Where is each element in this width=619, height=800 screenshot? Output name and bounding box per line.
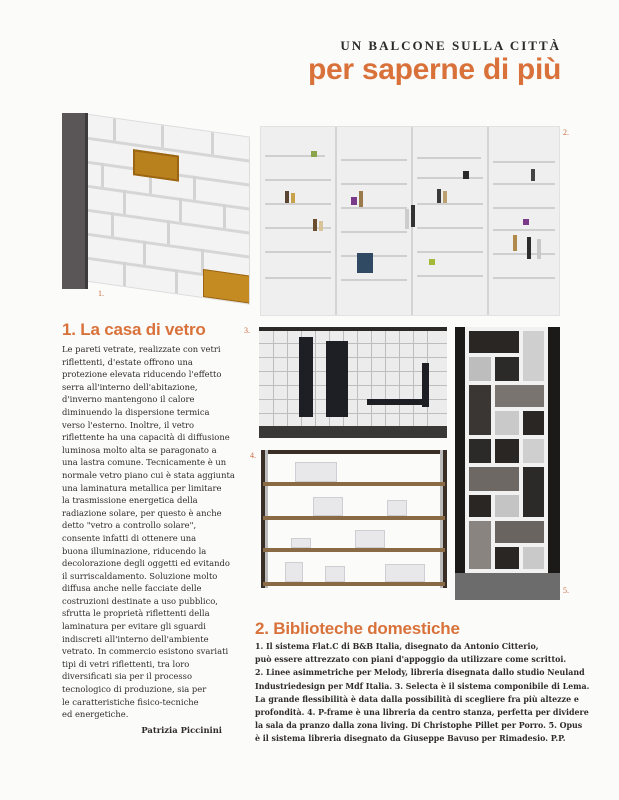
illustration-detail bbox=[359, 191, 363, 207]
illustration-detail bbox=[523, 439, 544, 463]
illustration-detail bbox=[265, 277, 331, 279]
illustration-detail bbox=[493, 253, 555, 255]
figure-number: 5. bbox=[563, 586, 569, 595]
illustration-detail bbox=[313, 497, 343, 516]
text-line: laminatura per evitare gli sguardi bbox=[62, 621, 206, 632]
illustration-detail bbox=[405, 209, 409, 229]
illustration-detail bbox=[111, 212, 114, 236]
figure-4-pframe-bookcase bbox=[261, 450, 447, 588]
text-line: 2. Linee asimmetriche per Melody, libreria disegnata dallo studio Neuland bbox=[255, 668, 585, 678]
text-line: verso l'esterno. Inoltre, il vetro bbox=[62, 419, 195, 430]
text-line: riflettente ha una capacità di diffusione bbox=[62, 432, 230, 443]
illustration-detail bbox=[295, 462, 337, 482]
illustration-detail bbox=[495, 547, 519, 569]
illustration-detail bbox=[285, 562, 303, 582]
illustration-detail bbox=[493, 183, 555, 185]
illustration-detail bbox=[259, 426, 447, 438]
illustration-detail bbox=[371, 331, 372, 427]
text-line: la sala da pranzo dalla zona living. Di Christophe Pillet per Porro. 5. Opus bbox=[255, 721, 583, 731]
illustration-detail bbox=[311, 151, 317, 157]
illustration-detail bbox=[123, 190, 126, 214]
illustration-detail bbox=[537, 239, 541, 259]
text-line: il surriscaldamento. Soluzione molto bbox=[62, 570, 218, 581]
text-line: Le pareti vetrate, realizzate con vetri bbox=[62, 344, 221, 354]
section-kicker: UN BALCONE SULLA CITTÀ bbox=[340, 38, 561, 53]
text-line: Industriedesign per Mdf Italia. 3. Selecta è il sistema componibile di Lema. bbox=[255, 681, 590, 691]
illustration-detail bbox=[291, 193, 295, 203]
illustration-detail bbox=[161, 125, 164, 147]
illustration-detail bbox=[285, 191, 289, 203]
text-line: buona illuminazione, riducendo la bbox=[62, 545, 207, 556]
illustration-detail bbox=[263, 516, 445, 520]
dark-panel bbox=[299, 337, 313, 417]
illustration-detail bbox=[223, 204, 226, 228]
illustration-detail bbox=[531, 169, 535, 181]
illustration-detail bbox=[527, 237, 531, 259]
dark-panel bbox=[326, 341, 348, 417]
text-line: normale vetro piano cui è stata aggiunta bbox=[62, 469, 235, 480]
text-line: diversificati sia per il processo bbox=[62, 671, 193, 682]
illustration-detail bbox=[357, 331, 358, 427]
illustration-detail bbox=[523, 331, 544, 381]
figure-number: 4. bbox=[250, 451, 256, 460]
text-line: tecnologico di produzione, sia per bbox=[62, 684, 207, 695]
illustration-detail bbox=[469, 495, 491, 517]
dark-bench bbox=[367, 399, 427, 405]
text-line: luminosa molto alta se paragonato a bbox=[62, 444, 217, 455]
illustration-detail bbox=[513, 235, 517, 251]
illustration-detail bbox=[263, 482, 445, 486]
figure-number: 1. bbox=[98, 289, 104, 298]
bookcase-body bbox=[82, 113, 250, 305]
orange-box bbox=[133, 149, 179, 181]
text-line: radiazione solare, per questo è anche bbox=[62, 507, 222, 518]
bookcase-body bbox=[465, 327, 548, 573]
text-line: consente infatti di ottenere una bbox=[62, 532, 197, 543]
illustration-detail bbox=[175, 269, 178, 295]
text-line: sfrutta le proprietà riflettenti della bbox=[62, 608, 210, 619]
illustration-detail bbox=[263, 582, 445, 586]
text-line: decolorazione degli oggetti ed evitando bbox=[62, 558, 230, 569]
text-line: vetrato. In commercio esistono svariati bbox=[62, 646, 229, 657]
illustration-detail bbox=[291, 538, 311, 548]
illustration-detail bbox=[335, 127, 337, 315]
text-line: indiscreti all'interno dell'ambiente bbox=[62, 633, 209, 644]
text-line: ed energetiche. bbox=[62, 709, 129, 720]
illustration-detail bbox=[341, 279, 407, 281]
author-byline: Patrizia Piccinini bbox=[141, 725, 222, 735]
text-line: profondità. 4. P-frame è una libreria da centro stanza, perfetta per dividere bbox=[255, 708, 589, 718]
text-line: protezione elevata riducendo l'effetto bbox=[62, 369, 222, 380]
illustration-detail bbox=[265, 179, 331, 181]
text-line: una lastra comune. Tecnicamente è un bbox=[62, 457, 227, 468]
figure-number: 2. bbox=[563, 128, 569, 137]
illustration-detail bbox=[417, 203, 483, 205]
illustration-detail bbox=[193, 176, 196, 200]
illustration-detail bbox=[315, 331, 316, 427]
text-line: è il sistema libreria disegnato da Giuseppe Bavuso per Rimadesio. P.P. bbox=[255, 734, 566, 744]
illustration-detail bbox=[123, 262, 126, 288]
illustration-detail bbox=[493, 277, 555, 279]
illustration-detail bbox=[523, 467, 544, 517]
illustration-detail bbox=[143, 241, 146, 265]
illustration-detail bbox=[493, 161, 555, 163]
article-body bbox=[255, 640, 590, 746]
illustration-detail bbox=[341, 207, 407, 209]
text-line: le caratteristiche fisico-tecniche bbox=[62, 696, 199, 707]
illustration-detail bbox=[113, 118, 116, 140]
text-line: tipi di vetri riflettenti, tra loro bbox=[62, 658, 190, 669]
illustration-detail bbox=[341, 159, 407, 161]
figure-5-opus-bookcase bbox=[455, 327, 560, 600]
illustration-detail bbox=[417, 157, 481, 159]
illustration-detail bbox=[469, 357, 491, 381]
illustration-detail bbox=[495, 357, 519, 381]
illustration-detail bbox=[463, 171, 469, 179]
figure-1-flatc-bookcase bbox=[62, 103, 258, 298]
article-body bbox=[62, 343, 242, 721]
illustration-detail bbox=[487, 127, 489, 315]
illustration-detail bbox=[413, 331, 414, 427]
illustration-detail bbox=[211, 132, 214, 154]
illustration-detail bbox=[495, 439, 519, 463]
illustration-detail bbox=[417, 177, 483, 179]
illustration-detail bbox=[495, 495, 519, 517]
bookcase-grid bbox=[259, 331, 447, 427]
illustration-detail bbox=[287, 331, 288, 427]
illustration-detail bbox=[341, 255, 407, 257]
text-line: costruzioni destinate a uso pubblico, bbox=[62, 595, 218, 606]
illustration-detail bbox=[273, 331, 274, 427]
orange-drawer bbox=[203, 269, 250, 304]
illustration-detail bbox=[101, 163, 104, 187]
illustration-detail bbox=[523, 411, 544, 435]
illustration-detail bbox=[167, 220, 170, 244]
illustration-detail bbox=[179, 198, 182, 222]
illustration-detail bbox=[437, 189, 441, 203]
illustration-detail bbox=[429, 259, 435, 265]
figure-2-melody-bookcase bbox=[260, 126, 560, 316]
illustration-detail bbox=[319, 221, 323, 231]
illustration-detail bbox=[313, 219, 317, 231]
illustration-detail bbox=[523, 547, 544, 569]
bookcase-side-panel bbox=[62, 113, 88, 289]
illustration-detail bbox=[385, 331, 386, 427]
dark-panel bbox=[422, 363, 429, 407]
illustration-detail bbox=[357, 253, 373, 273]
illustration-detail bbox=[341, 231, 407, 233]
text-line: diminuendo la dispersione termica bbox=[62, 406, 210, 417]
text-line: 1. Il sistema Flat.C di B&B Italia, disegnato da Antonio Citterio, bbox=[255, 642, 539, 651]
illustration-detail bbox=[493, 207, 555, 209]
illustration-detail bbox=[469, 439, 491, 463]
illustration-detail bbox=[351, 197, 357, 205]
page-title: per saperne di più bbox=[308, 53, 561, 86]
illustration-detail bbox=[493, 229, 555, 231]
illustration-detail bbox=[469, 331, 519, 353]
illustration-detail bbox=[265, 203, 331, 205]
illustration-detail bbox=[411, 205, 415, 227]
figure-3-selecta-bookcase bbox=[259, 327, 447, 438]
text-line: detto "vetro a controllo solare", bbox=[62, 520, 197, 531]
illustration-detail bbox=[417, 275, 483, 277]
article-heading: 1. La casa di vetro bbox=[62, 320, 206, 339]
illustration-detail bbox=[469, 385, 491, 435]
illustration-detail bbox=[355, 530, 385, 548]
illustration-detail bbox=[83, 232, 249, 258]
illustration-detail bbox=[417, 251, 483, 253]
text-line: la trasmissione energetica della bbox=[62, 495, 198, 506]
text-line: diffusa anche nelle facciate delle bbox=[62, 583, 202, 594]
illustration-detail bbox=[495, 521, 544, 543]
illustration-detail bbox=[469, 521, 491, 569]
article-heading: 2. Biblioteche domestiche bbox=[255, 619, 460, 638]
illustration-detail bbox=[417, 227, 483, 229]
text-line: una laminatura metallica per limitare bbox=[62, 482, 222, 493]
illustration-detail bbox=[455, 573, 560, 600]
text-line: può essere attrezzato con piani d'appoggio da utilizzare come scrittoi. bbox=[255, 655, 567, 665]
figure-number: 3. bbox=[244, 326, 250, 335]
illustration-detail bbox=[469, 467, 519, 491]
illustration-detail bbox=[325, 566, 345, 582]
illustration-detail bbox=[495, 385, 544, 407]
illustration-detail bbox=[495, 411, 519, 435]
text-line: d'inverno mantengono il calore bbox=[62, 394, 195, 405]
illustration-detail bbox=[341, 183, 407, 185]
illustration-detail bbox=[443, 191, 447, 203]
text-line: riflettenti, d'estate offrono una bbox=[62, 356, 193, 367]
illustration-detail bbox=[523, 219, 529, 225]
illustration-detail bbox=[399, 331, 400, 427]
illustration-detail bbox=[387, 500, 407, 516]
illustration-detail bbox=[265, 251, 331, 253]
text-line: La grande flessibilità è data dalla possibilità di scegliere fra più altezze e bbox=[255, 694, 579, 704]
illustration-detail bbox=[263, 548, 445, 552]
illustration-detail bbox=[385, 564, 425, 582]
text-line: serra all'interno dell'abitazione, bbox=[62, 381, 198, 392]
